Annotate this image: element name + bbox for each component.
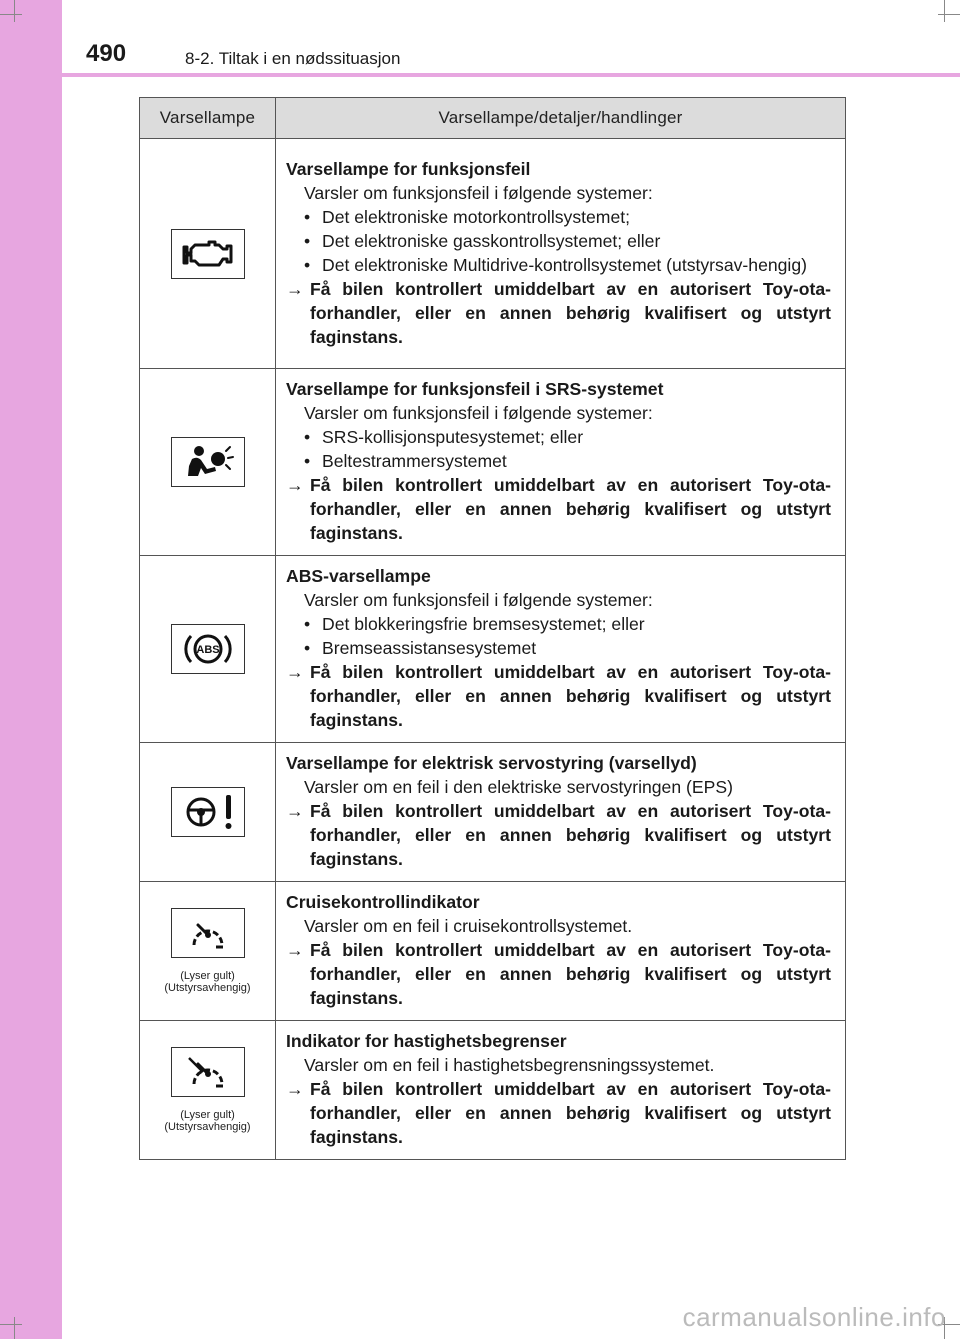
action-text: → Få bilen kontrollert umiddelbart av en autorisert Toy-ota-forhandler, eller en annen behørig kvalifisert og utstyrt faginstans. [286,1079,831,1147]
action-text: → Få bilen kontrollert umiddelbart av en autorisert Toy-ota-forhandler, eller en annen behørig kvalifisert og utstyrt faginstans. [286,278,831,347]
icon-cell [140,743,276,882]
list-item: • Beltestrammersystemet [304,451,507,471]
arrow-icon: → [286,475,304,495]
power-steering-icon [171,787,245,837]
icon-note: (Lyser gult) (Utstyrsavhengig) [164,1109,251,1133]
arrow-icon: → [286,940,304,960]
details-cell [276,882,846,1021]
crop-mark [0,1324,22,1325]
crop-mark [14,1317,15,1339]
section-title: 8-2. Tiltak i en nødssituasjon [185,49,401,68]
table-row [140,369,846,556]
cruise-control-icon [171,908,245,958]
watermark: carmanualsonline.info [682,1302,946,1332]
item-title: Varsellampe for funksjonsfeil [286,158,531,179]
list-item: • SRS-kollisjonsputesystemet; eller [304,427,584,447]
arrow-icon: → [286,1079,304,1099]
item-description: Varsler om funksjonsfeil i følgende systemer: [304,182,653,203]
chapter-sidebar [0,0,62,1339]
icon-cell [140,556,276,743]
item-title: Varsellampe for elektrisk servostyring (varsellyd) [286,753,697,773]
warning-lamp-table [139,97,846,1160]
table-row [140,556,846,743]
details-cell [276,743,846,882]
arrow-icon: → [286,662,304,682]
item-title: Indikator for hastighetsbegrenser [286,1031,567,1051]
abs-icon [171,624,245,674]
icon-cell [140,369,276,556]
icon-note: (Lyser gult) (Utstyrsavhengig) [164,970,251,994]
arrow-icon: → [286,801,304,821]
crop-mark [944,0,945,22]
details-cell [276,369,846,556]
details-cell [276,556,846,743]
item-description: Varsler om en feil i den elektriske servostyringen (EPS) [304,777,733,797]
table-row [140,743,846,882]
engine-icon [171,229,245,279]
table-row [140,139,846,369]
item-description: Varsler om en feil i cruisekontrollsystemet. [304,916,633,936]
list-item: • Det elektroniske Multidrive-kontrollsystemet (utstyrsav-hengig) [304,254,807,275]
details-cell [276,1021,846,1160]
list-item: • Bremseassistansesystemet [304,638,537,658]
item-title: Cruisekontrollindikator [286,892,480,912]
crop-mark [938,14,960,15]
table-row [140,882,846,1021]
details-cell [276,139,846,369]
column-header-lamp: Varsellampe [140,98,276,139]
item-title: Varsellampe for funksjonsfeil i SRS-systemet [286,379,664,399]
table-row [140,1021,846,1160]
icon-cell [140,1021,276,1160]
action-text: → Få bilen kontrollert umiddelbart av en autorisert Toy-ota-forhandler, eller en annen behørig kvalifisert og utstyrt faginstans. [286,801,831,869]
speed-limiter-icon [171,1047,245,1097]
list-item: • Det elektroniske motorkontrollsystemet; [304,206,631,227]
airbag-icon [171,437,245,487]
icon-cell [140,139,276,369]
column-header-details: Varsellampe/detaljer/handlinger [276,98,846,139]
action-text: → Få bilen kontrollert umiddelbart av en autorisert Toy-ota-forhandler, eller en annen behørig kvalifisert og utstyrt faginstans. [286,940,831,1008]
svg-text:ABS: ABS [195,644,220,656]
item-description: Varsler om funksjonsfeil i følgende systemer: [304,403,653,423]
action-text: → Få bilen kontrollert umiddelbart av en autorisert Toy-ota-forhandler, eller en annen behørig kvalifisert og utstyrt faginstans. [286,475,831,543]
header-divider [0,73,960,77]
list-item: • Det elektroniske gasskontrollsystemet; eller [304,230,661,251]
crop-mark [0,14,22,15]
item-description: Varsler om en feil i hastighetsbegrensningssystemet. [304,1055,715,1075]
item-description: Varsler om funksjonsfeil i følgende systemer: [304,590,653,610]
item-title: ABS-varsellampe [286,566,431,586]
page-number: 490 [86,40,127,67]
table-header-row [140,98,846,139]
icon-cell [140,882,276,1021]
arrow-icon: → [286,278,304,299]
list-item: • Det blokkeringsfrie bremsesystemet; eller [304,614,645,634]
crop-mark [14,0,15,22]
action-text: → Få bilen kontrollert umiddelbart av en autorisert Toy-ota-forhandler, eller en annen behørig kvalifisert og utstyrt faginstans. [286,662,831,730]
